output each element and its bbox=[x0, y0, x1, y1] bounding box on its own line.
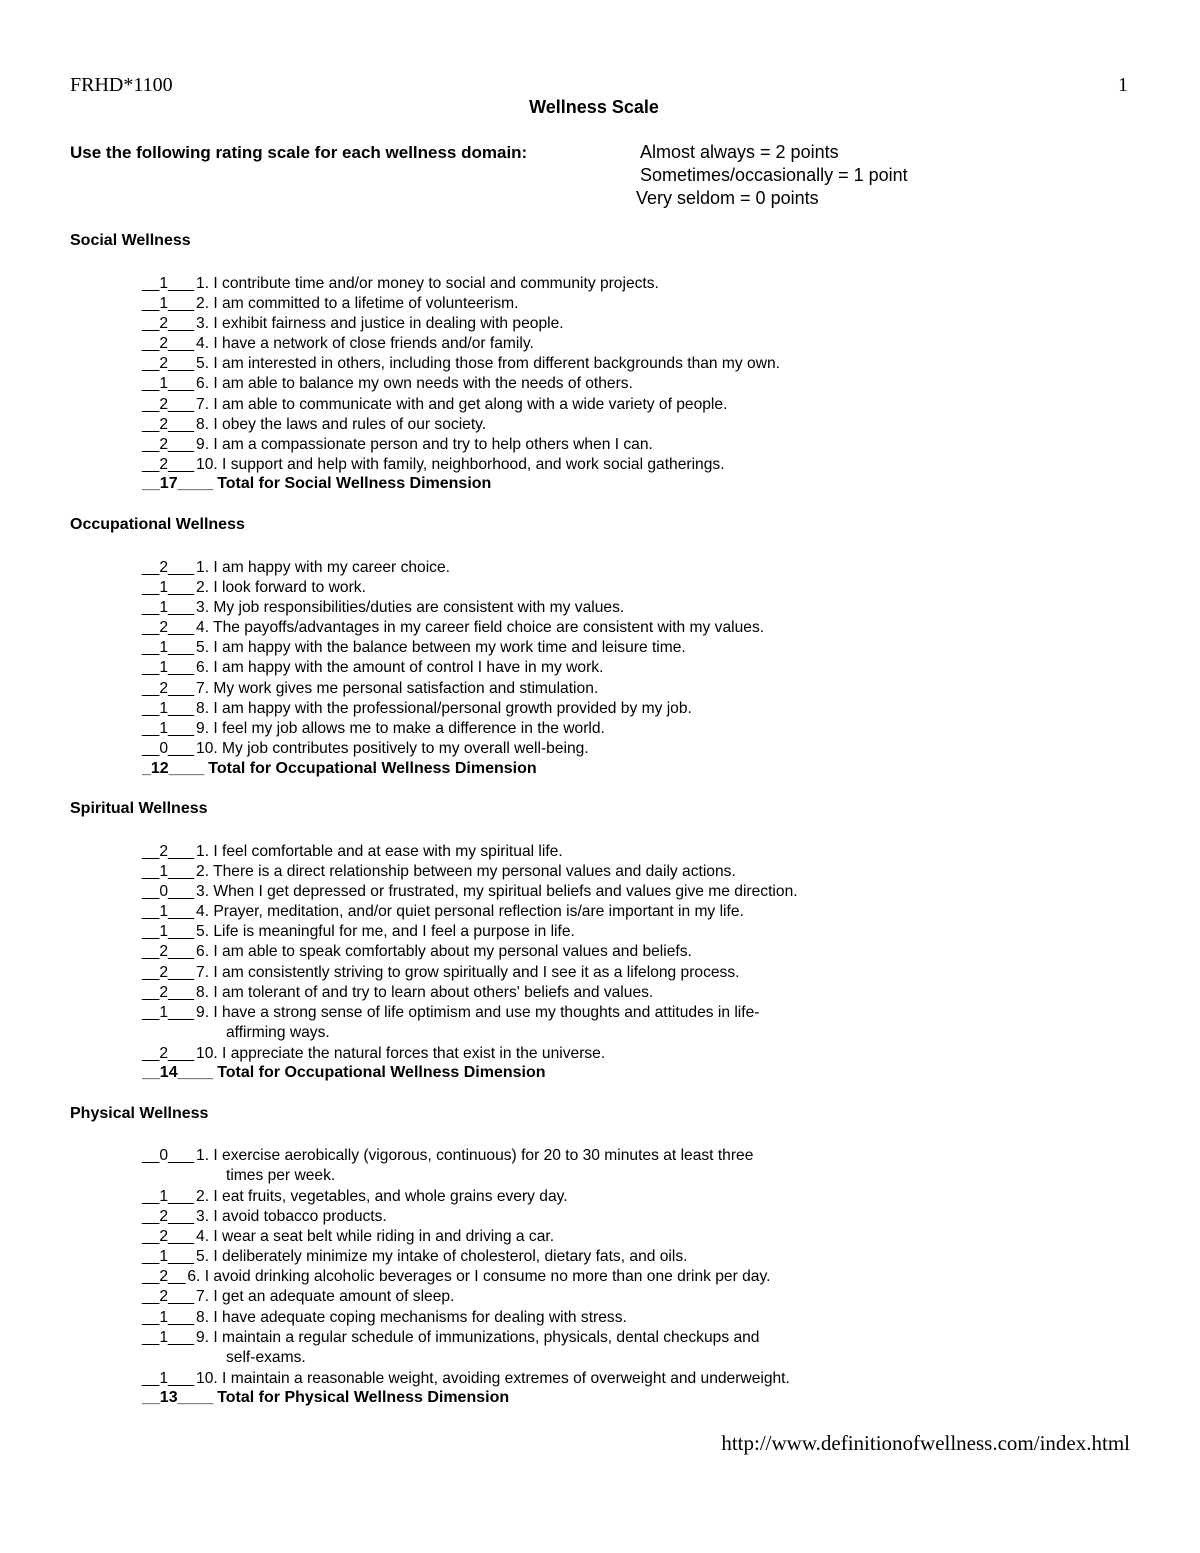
item-text: 10. I maintain a reasonable weight, avoiding extremes of overweight and underweight. bbox=[196, 1370, 790, 1387]
rating-scale-line: Almost always = 2 points bbox=[640, 142, 839, 162]
item-score[interactable]: __2___ bbox=[142, 1208, 195, 1225]
section-title: Social Wellness bbox=[70, 232, 191, 249]
page-number: 1 bbox=[1118, 74, 1128, 96]
item-score[interactable]: __1___ bbox=[142, 923, 195, 940]
item-text: 4. The payoffs/advantages in my career field choice are consistent with my values. bbox=[196, 619, 765, 636]
item-score[interactable]: __2___ bbox=[142, 943, 195, 960]
survey-item bbox=[142, 862, 736, 882]
item-text: 3. I exhibit fairness and justice in dealing with people. bbox=[196, 315, 564, 332]
item-text: 5. I am interested in others, including those from different backgrounds than my own. bbox=[196, 355, 780, 372]
item-text: 9. I am a compassionate person and try to help others when I can. bbox=[196, 436, 653, 453]
total-score[interactable]: _12____ bbox=[142, 760, 205, 777]
survey-item bbox=[142, 618, 764, 638]
item-text: 6. I avoid drinking alcoholic beverages or I consume no more than one drink per day. bbox=[187, 1268, 771, 1285]
total-score[interactable]: __17____ bbox=[142, 475, 214, 492]
survey-item bbox=[142, 699, 692, 719]
item-score[interactable]: __0___ bbox=[142, 1147, 195, 1164]
document-title: Wellness Scale bbox=[529, 97, 659, 117]
survey-item bbox=[142, 1187, 568, 1207]
item-text: 9. I maintain a regular schedule of immunizations, physicals, dental checkups and bbox=[196, 1329, 760, 1346]
item-score[interactable]: __2___ bbox=[142, 396, 195, 413]
item-score[interactable]: __1___ bbox=[142, 1309, 195, 1326]
survey-item bbox=[142, 1247, 687, 1267]
survey-item bbox=[142, 902, 744, 922]
item-text: 7. I am able to communicate with and get along with a wide variety of people. bbox=[196, 396, 728, 413]
course-code: FRHD*1100 bbox=[70, 74, 173, 96]
section-title: Spiritual Wellness bbox=[70, 800, 208, 817]
item-score[interactable]: __1___ bbox=[142, 375, 195, 392]
section-title: Physical Wellness bbox=[70, 1105, 209, 1122]
survey-item bbox=[142, 1267, 770, 1287]
section-title: Occupational Wellness bbox=[70, 516, 245, 533]
item-score[interactable]: __2___ bbox=[142, 335, 195, 352]
survey-item bbox=[142, 455, 725, 475]
item-text: 8. I obey the laws and rules of our society. bbox=[196, 416, 487, 433]
total-label: Total for Occupational Wellness Dimension bbox=[217, 1064, 546, 1081]
item-text: 10. I support and help with family, neighborhood, and work social gatherings. bbox=[196, 456, 725, 473]
item-score[interactable]: __1___ bbox=[142, 700, 195, 717]
item-score[interactable]: __2__ bbox=[142, 1268, 186, 1285]
total-score[interactable]: __13____ bbox=[142, 1389, 214, 1406]
total-label: Total for Social Wellness Dimension bbox=[217, 475, 492, 492]
survey-item bbox=[142, 679, 598, 699]
section-total bbox=[142, 475, 491, 493]
item-text-continuation: times per week. bbox=[226, 1167, 336, 1184]
item-score[interactable]: __1___ bbox=[142, 579, 195, 596]
survey-item bbox=[142, 1287, 454, 1307]
item-text: 4. I have a network of close friends and/or family. bbox=[196, 335, 534, 352]
item-score[interactable]: __1___ bbox=[142, 1004, 195, 1021]
item-score[interactable]: __2___ bbox=[142, 680, 195, 697]
item-score[interactable]: __2___ bbox=[142, 315, 195, 332]
item-score[interactable]: __1___ bbox=[142, 659, 195, 676]
source-url[interactable]: http://www.definitionofwellness.com/index.html bbox=[721, 1431, 1130, 1455]
item-text: 7. I am consistently striving to grow spiritually and I see it as a lifelong process. bbox=[196, 964, 740, 981]
item-text: 3. I avoid tobacco products. bbox=[196, 1208, 387, 1225]
survey-item bbox=[142, 922, 575, 942]
total-label: Total for Occupational Wellness Dimension bbox=[208, 760, 537, 777]
item-text: 5. I deliberately minimize my intake of cholesterol, dietary fats, and oils. bbox=[196, 1248, 688, 1265]
survey-item bbox=[142, 274, 659, 294]
survey-item bbox=[142, 1308, 627, 1328]
survey-item bbox=[142, 294, 518, 314]
item-score[interactable]: __1___ bbox=[142, 720, 195, 737]
survey-item bbox=[142, 658, 603, 678]
item-score[interactable]: __1___ bbox=[142, 903, 195, 920]
item-text: 4. Prayer, meditation, and/or quiet personal reflection is/are important in my life. bbox=[196, 903, 744, 920]
item-score[interactable]: __1___ bbox=[142, 1370, 195, 1387]
survey-item bbox=[142, 1146, 753, 1186]
survey-item bbox=[142, 1227, 554, 1247]
item-score[interactable]: __0___ bbox=[142, 883, 195, 900]
item-text: 4. I wear a seat belt while riding in and driving a car. bbox=[196, 1228, 555, 1245]
item-score[interactable]: __2___ bbox=[142, 1228, 195, 1245]
survey-item bbox=[142, 1003, 759, 1043]
item-score[interactable]: __1___ bbox=[142, 599, 195, 616]
survey-item bbox=[142, 354, 780, 374]
survey-item bbox=[142, 1207, 387, 1227]
item-score[interactable]: __2___ bbox=[142, 436, 195, 453]
item-score[interactable]: __2___ bbox=[142, 1045, 195, 1062]
item-score[interactable]: __0___ bbox=[142, 740, 195, 757]
item-score[interactable]: __1___ bbox=[142, 295, 195, 312]
item-text: 5. Life is meaningful for me, and I feel a purpose in life. bbox=[196, 923, 575, 940]
item-score[interactable]: __2___ bbox=[142, 619, 195, 636]
item-text: 1. I contribute time and/or money to social and community projects. bbox=[196, 275, 659, 292]
item-text: 3. When I get depressed or frustrated, my spiritual beliefs and values give me direction. bbox=[196, 883, 798, 900]
rating-scale-line: Sometimes/occasionally = 1 point bbox=[640, 165, 908, 185]
item-score[interactable]: __2___ bbox=[142, 456, 195, 473]
survey-item bbox=[142, 1044, 605, 1064]
item-text: 8. I am happy with the professional/personal growth provided by my job. bbox=[196, 700, 692, 717]
item-score[interactable]: __1___ bbox=[142, 863, 195, 880]
total-score[interactable]: __14____ bbox=[142, 1064, 214, 1081]
survey-item bbox=[142, 1369, 790, 1389]
survey-item bbox=[142, 963, 739, 983]
item-text-continuation: self-exams. bbox=[226, 1349, 306, 1366]
section-total bbox=[142, 1064, 546, 1082]
survey-item bbox=[142, 1328, 759, 1368]
survey-item bbox=[142, 558, 450, 578]
total-label: Total for Physical Wellness Dimension bbox=[217, 1389, 510, 1406]
item-score[interactable]: __1___ bbox=[142, 639, 195, 656]
item-text: 1. I exercise aerobically (vigorous, continuous) for 20 to 30 minutes at least three bbox=[196, 1147, 754, 1164]
survey-item bbox=[142, 395, 727, 415]
item-text: 6. I am able to balance my own needs with the needs of others. bbox=[196, 375, 633, 392]
item-text: 8. I have adequate coping mechanisms for dealing with stress. bbox=[196, 1309, 627, 1326]
rating-scale-line: Very seldom = 0 points bbox=[636, 188, 819, 208]
item-text: 9. I feel my job allows me to make a difference in the world. bbox=[196, 720, 605, 737]
survey-item bbox=[142, 638, 686, 658]
rating-scale-intro: Use the following rating scale for each wellness domain: bbox=[70, 143, 528, 162]
item-text: 1. I feel comfortable and at ease with my spiritual life. bbox=[196, 843, 563, 860]
survey-item bbox=[142, 578, 366, 598]
item-text: 8. I am tolerant of and try to learn about others' beliefs and values. bbox=[196, 984, 654, 1001]
item-text: 6. I am happy with the amount of control I have in my work. bbox=[196, 659, 604, 676]
item-text: 10. My job contributes positively to my overall well-being. bbox=[196, 740, 589, 757]
item-text: 2. I am committed to a lifetime of volunteerism. bbox=[196, 295, 519, 312]
item-score[interactable]: __1___ bbox=[142, 275, 195, 292]
item-text: 2. There is a direct relationship between my personal values and daily actions. bbox=[196, 863, 736, 880]
item-score[interactable]: __2___ bbox=[142, 843, 195, 860]
item-score[interactable]: __2___ bbox=[142, 964, 195, 981]
item-score[interactable]: __1___ bbox=[142, 1329, 195, 1346]
survey-item bbox=[142, 983, 653, 1003]
survey-item bbox=[142, 842, 563, 862]
survey-item bbox=[142, 598, 624, 618]
survey-item bbox=[142, 314, 564, 334]
survey-item bbox=[142, 334, 534, 354]
survey-item bbox=[142, 374, 633, 394]
item-score[interactable]: __2___ bbox=[142, 1288, 195, 1305]
survey-item bbox=[142, 415, 486, 435]
survey-item bbox=[142, 435, 653, 455]
item-text: 3. My job responsibilities/duties are consistent with my values. bbox=[196, 599, 625, 616]
item-text: 1. I am happy with my career choice. bbox=[196, 559, 450, 576]
item-text: 10. I appreciate the natural forces that exist in the universe. bbox=[196, 1045, 606, 1062]
item-score[interactable]: __2___ bbox=[142, 355, 195, 372]
survey-item bbox=[142, 942, 692, 962]
item-text: 5. I am happy with the balance between my work time and leisure time. bbox=[196, 639, 686, 656]
item-score[interactable]: __2___ bbox=[142, 416, 195, 433]
item-text: 2. I eat fruits, vegetables, and whole grains every day. bbox=[196, 1188, 568, 1205]
item-score[interactable]: __2___ bbox=[142, 559, 195, 576]
item-text: 7. I get an adequate amount of sleep. bbox=[196, 1288, 455, 1305]
survey-item bbox=[142, 882, 798, 902]
survey-item bbox=[142, 719, 605, 739]
section-total bbox=[142, 1389, 509, 1407]
item-text: 2. I look forward to work. bbox=[196, 579, 366, 596]
section-total bbox=[142, 760, 537, 778]
item-score[interactable]: __2___ bbox=[142, 984, 195, 1001]
item-text: 9. I have a strong sense of life optimism and use my thoughts and attitudes in life- bbox=[196, 1004, 760, 1021]
item-text: 7. My work gives me personal satisfaction and stimulation. bbox=[196, 680, 599, 697]
item-text: 6. I am able to speak comfortably about my personal values and beliefs. bbox=[196, 943, 692, 960]
item-text-continuation: affirming ways. bbox=[226, 1024, 330, 1041]
item-score[interactable]: __1___ bbox=[142, 1188, 195, 1205]
survey-item bbox=[142, 739, 589, 759]
item-score[interactable]: __1___ bbox=[142, 1248, 195, 1265]
